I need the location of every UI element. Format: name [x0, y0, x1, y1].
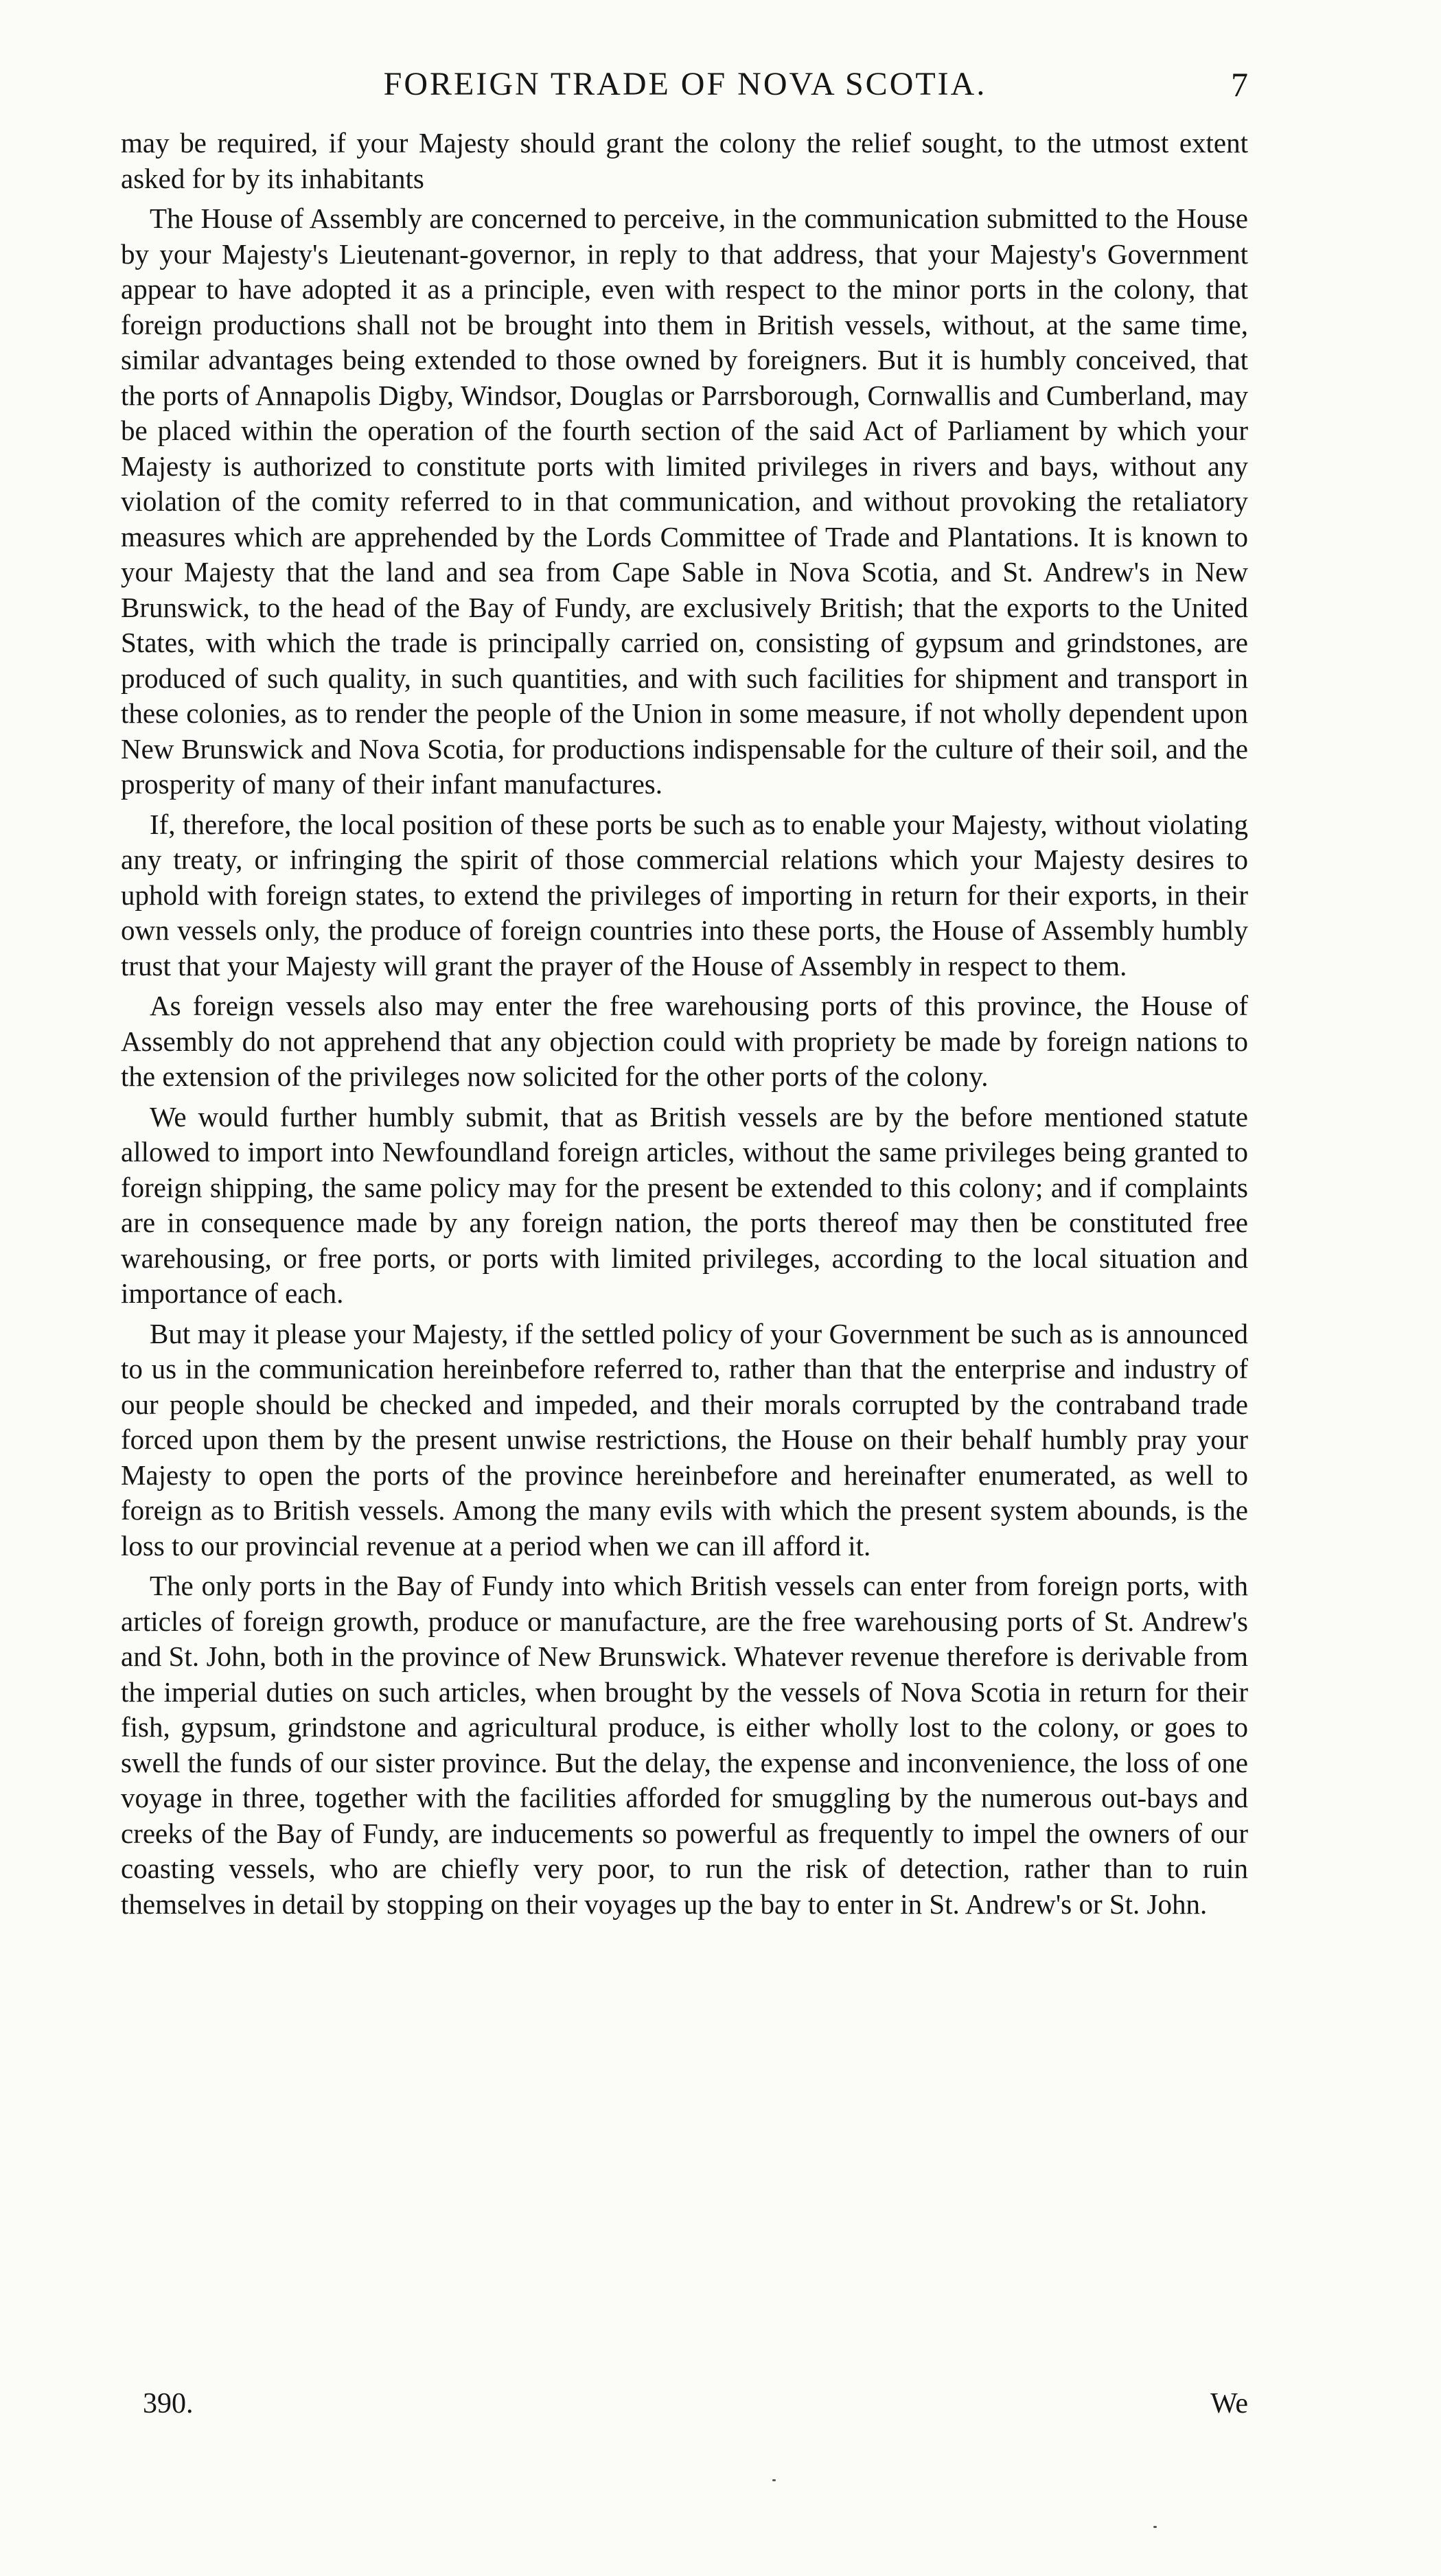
running-title: FOREIGN TRADE OF NOVA SCOTIA. — [383, 66, 987, 102]
paragraph-newfoundland-policy: We would further humbly submit, that as British vessels are by the before mentioned statute allowed to import into Newfoundland foreign articles, without the same privileges being granted to foreign shipping, the same policy may for the present be extended to this colony; and if complaints are in consequence made by any foreign nation, the ports thereof may then be constituted free warehousing, or free ports, or ports with limited privileges, according to the local situation and importance of each. — [121, 1100, 1248, 1309]
paragraph-foreign-vessels: As foreign vessels also may enter the free warehousing ports of this province, the House of Assembly do not apprehend that any objection could with propriety be made by foreign nations to the extension of the privileges now solicited for the other ports of the colony. — [121, 990, 1248, 1092]
running-head — [122, 60, 1248, 108]
page-footer — [122, 2383, 1248, 2424]
text-body — [121, 126, 1248, 1927]
paragraph-local-position: If, therefore, the local position of these ports be such as to enable your Majesty, without violating any treaty, or infringing the spirit of those commercial relations which your Majesty desires to uphold with foreign states, to extend the privileges of importing in return for their exports, in their own vessels only, the produce of foreign countries into these ports, the House of Assembly humbly trust that your Majesty will grant the prayer of the House of Assembly in respect to them. — [121, 808, 1248, 982]
paragraph-settled-policy: But may it please your Majesty, if the settled policy of your Government be such as is announced to us in the communication hereinbefore referred to, rather than that the enterprise and industry of our people should be checked and impeded, and their morals corrupted by the contraband trade forced upon them by the present unwise restrictions, the House on their behalf humbly pray your Majesty to open the ports of the province hereinbefore and hereinafter enumerated, as well to foreign as to British vessels. Among the many evils with which the present system abounds, is the loss to our provincial revenue at a period when we can ill afford it. — [121, 1317, 1248, 1562]
paragraph-ports-comity: The House of Assembly are concerned to perceive, in the communication submitted to the House by your Majesty's Lieutenant-governor, in reply to that address, that your Majesty's Government appear to have adopted it as a principle, even with respect to the minor ports in the colony, that foreign productions shall not be brought into them in British vessels, without, at the same time, similar advantages being extended to those owned by foreigners. But it is humbly conceived, that the ports of Annapolis Digby, Windsor, Douglas or Parrsborough, Cornwallis and Cumberland, may be placed within the operation of the fourth section of the said Act of Parliament by which your Majesty is authorized to constitute ports with limited privileges in rivers and bays, without any violation of the comity referred to in that communication, and without provoking the retaliatory measures which are apprehended by the Lords Committee of Trade and Plantations. It is known to your Majesty that the land and sea from Cape Sable in Nova Scotia, and St. Andrew's in New Brunswick, to the head of the Bay of Fundy, are exclusively British; that the exports to the United States, with which the trade is principally carried on, consisting of gypsum and grindstones, are produced of such quality, in such quantities, and with such facilities for shipment and transport in these colonies, as to render the people of the Union in some measure, if not wholly dependent upon New Brunswick and Nova Scotia, for productions indispensable for the culture of their soil, and the prosperity of many of their infant manufactures. — [121, 202, 1248, 800]
ink-speck — [772, 2479, 776, 2481]
signature-mark: 390. — [143, 2388, 194, 2420]
page-number: 7 — [1231, 65, 1248, 104]
ink-speck — [1153, 2526, 1157, 2528]
catchword: We — [1210, 2388, 1248, 2420]
paragraph-bay-of-fundy-ports: The only ports in the Bay of Fundy into which British vessels can enter from foreign ports, with articles of foreign growth, produce or manufacture, are the free warehousing ports of St. Andrew's and St. John, both in the province of New Brunswick. Whatever revenue therefore is derivable from the imperial duties on such articles, when brought by the vessels of Nova Scotia in return for their fish, gypsum, grindstone and agricultural produce, is either wholly lost to the colony, or goes to swell the funds of our sister province. But the delay, the expense and inconvenience, the loss of one voyage in three, together with the facilities afforded for smuggling by the numerous out-bays and creeks of the Bay of Fundy, are inducements so powerful as frequently to impel the owners of our coasting vessels, who are chiefly very poor, to run the risk of detection, rather than to ruin themselves in detail by stopping on their voyages up the bay to enter in St. Andrew's or St. John. — [121, 1570, 1248, 1920]
paragraph-continuation: may be required, if your Majesty should grant the colony the relief sought, to the utmost extent asked for by its inhabitants — [121, 127, 1248, 194]
